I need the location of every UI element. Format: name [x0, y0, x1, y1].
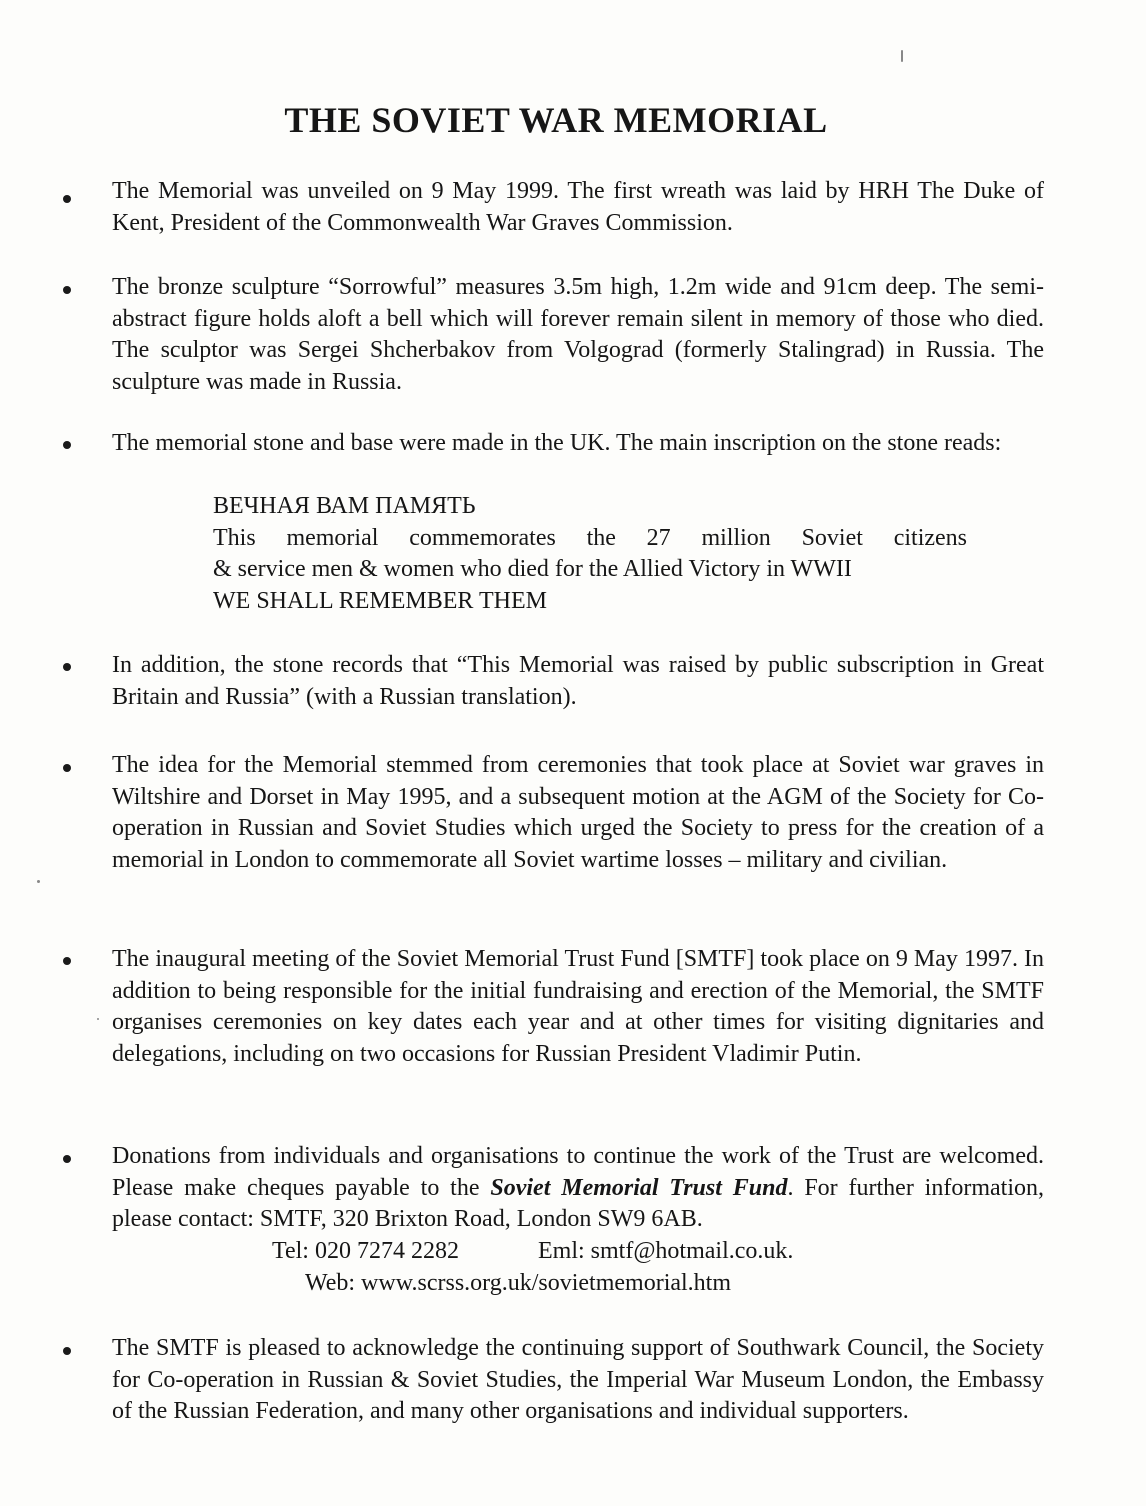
- bullet-text: The Memorial was unveiled on 9 May 1999. The first wreath was laid by HRH The Duke of Kent, President of the Commonwealth War Graves Commission.: [112, 178, 1044, 236]
- scan-speck: [901, 50, 903, 62]
- bullet-text: The inaugural meeting of the Soviet Memorial Trust Fund [SMTF] took place on 9 May 1997. In addition to being responsible for the initial fundraising and erection of the Memorial, the SMTF organises ceremonies on key dates each year and at other times for visiting dignitaries and delegations, including on two occasions for Russian President Vladimir Putin.: [112, 946, 1044, 1067]
- scan-speck: [37, 880, 40, 883]
- bullet-dot: [63, 1155, 71, 1163]
- bullet-dot: [63, 957, 71, 965]
- donations-text: . For further information, please contact: SMTF, 320 Brixton Road, London SW9 6AB.: [112, 1174, 1044, 1233]
- bullet-text: [112, 1141, 1044, 1236]
- bullet-dot: [63, 286, 71, 294]
- contact-website: Web: www.scrss.org.uk/sovietmemorial.htm: [305, 1270, 732, 1296]
- page-title: THE SOVIET WAR MEMORIAL: [284, 100, 828, 140]
- inscription-block: [213, 491, 967, 617]
- bullet-dot: [63, 764, 71, 772]
- bullet-dot: [63, 195, 71, 203]
- contact-email: Eml: smtf@hotmail.co.uk.: [538, 1238, 794, 1264]
- bullet-dot: [63, 441, 71, 449]
- inscription-russian: ВЕЧНАЯ ВАМ ПАМЯТЬ: [213, 493, 476, 519]
- bullet-text: The bronze sculpture “Sorrowful” measures 3.5m high, 1.2m wide and 91cm deep. The semi-abstract figure holds aloft a bell which will forever remain silent in memory of those who died. The sculptor was Sergei Shcherbakov from Volgograd (formerly Stalingrad) in Russia. The sculpture was made in Russia.: [112, 274, 1044, 395]
- contact-phone: Tel: 020 7274 2282: [272, 1238, 459, 1264]
- bullet-dot: [63, 663, 71, 671]
- inscription-line: WE SHALL REMEMBER THEM: [213, 587, 547, 614]
- bullet-text: The SMTF is pleased to acknowledge the continuing support of Southwark Council, the Society for Co-operation in Russian & Soviet Studies, the Imperial War Museum London, the Embassy of the Russian Federation, and many other organisations and individual supporters.: [112, 1335, 1044, 1425]
- bullet-text: In addition, the stone records that “This Memorial was raised by public subscription in Great Britain and Russia” (with a Russian translation).: [112, 652, 1044, 710]
- scan-speck: [97, 1018, 99, 1020]
- donations-text: Donations from individuals and organisations to continue the work of the Trust are welcomed. Please make cheques payable to the: [112, 1143, 1044, 1201]
- bullet-text: The idea for the Memorial stemmed from ceremonies that took place at Soviet war graves in Wiltshire and Dorset in May 1995, and a subsequent motion at the AGM of the Society for Co-operation in Russian and Soviet Studies which urged the Society to press for the creation of a memorial in London to commemorate all Soviet wartime losses – military and civilian.: [112, 752, 1044, 873]
- inscription-line: This memorial commemorates the 27 million Soviet citizens: [213, 524, 967, 551]
- fund-name: Soviet Memorial Trust Fund: [490, 1174, 788, 1201]
- inscription-line: & service men & women who died for the Allied Victory in WWII: [213, 556, 852, 583]
- bullet-text: The memorial stone and base were made in the UK. The main inscription on the stone reads:: [112, 430, 1002, 456]
- bullet-dot: [63, 1347, 71, 1355]
